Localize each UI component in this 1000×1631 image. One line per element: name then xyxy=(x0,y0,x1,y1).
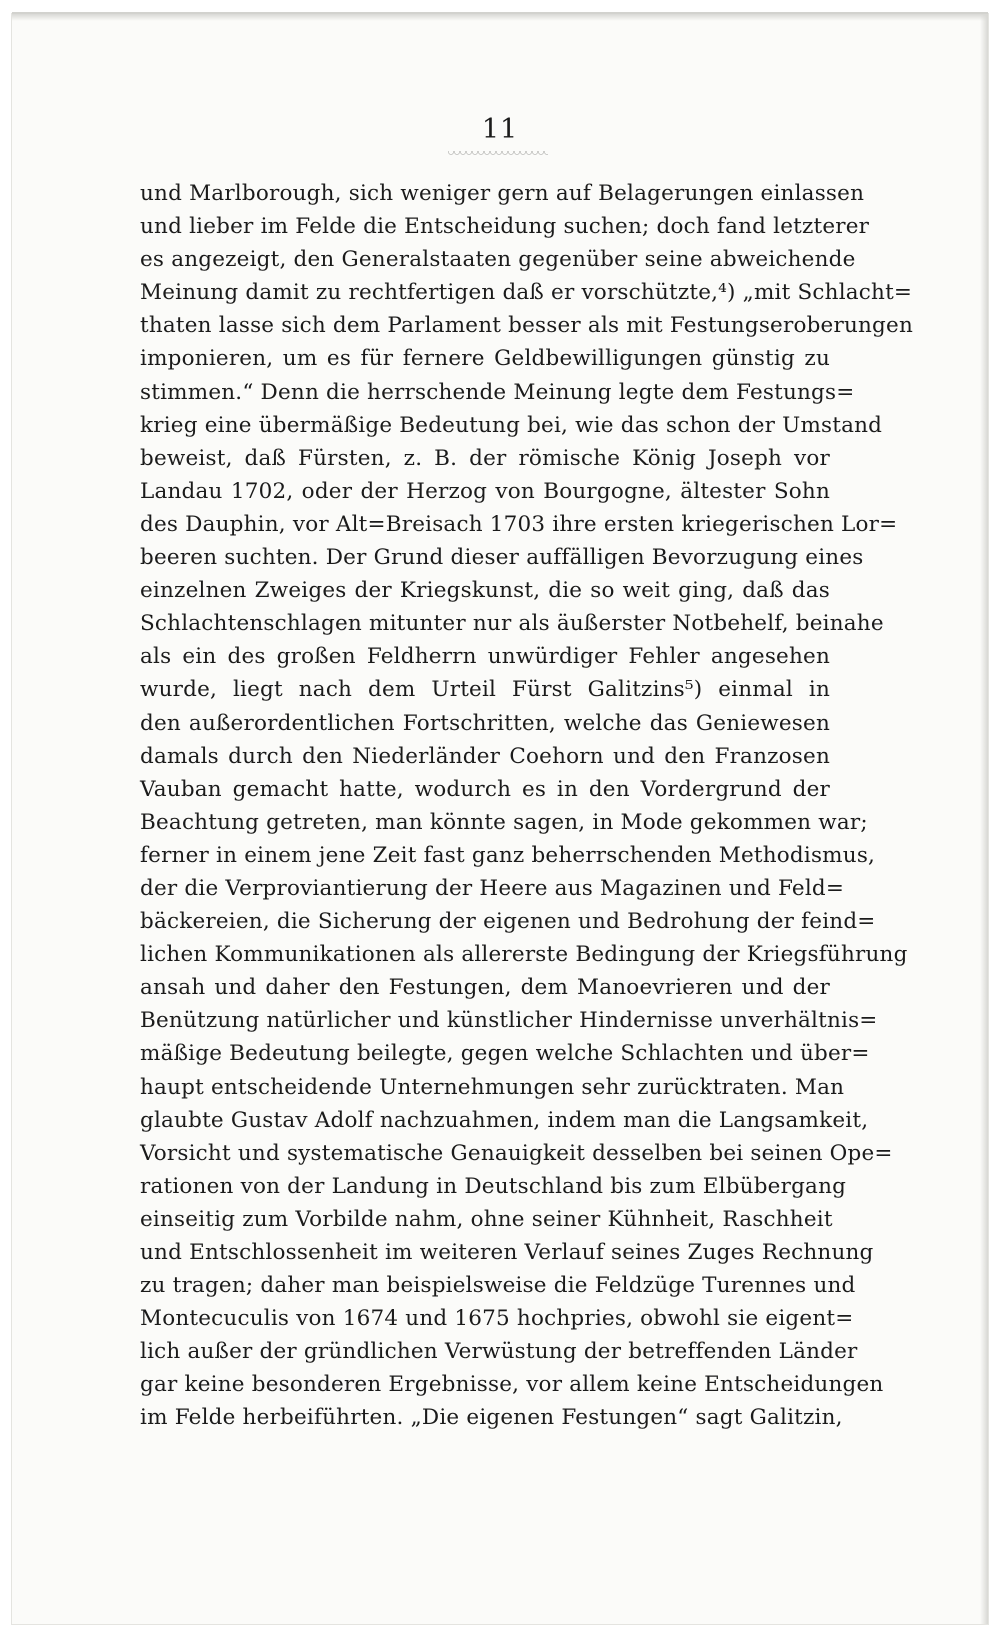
text-line: Benützung natürlicher und künstlicher Hindernisse unverhältnis= xyxy=(140,1008,878,1034)
text-line: thaten lasse sich dem Parlament besser als mit Festungseroberungen xyxy=(140,313,913,339)
text-line: beeren suchten. Der Grund dieser auffälligen Bevorzugung eines xyxy=(140,545,864,571)
text-line: Montecuculis von 1674 und 1675 hochpries, obwohl sie eigent= xyxy=(140,1306,854,1332)
body-text xyxy=(140,177,913,1435)
text-line: bäckereien, die Sicherung der eigenen und Bedrohung der feind= xyxy=(140,909,876,935)
text-line: wurde, liegt nach dem Urteil Fürst Galitzins⁵) einmal in xyxy=(140,677,830,703)
text-line: Meinung damit zu rechtfertigen daß er vorschützte,⁴) „mit Schlacht= xyxy=(140,280,913,306)
text-line: haupt entscheidende Unternehmungen sehr zurücktraten. Man xyxy=(140,1074,845,1100)
scan-top-edge xyxy=(12,12,988,21)
text-line: rationen von der Landung in Deutschland bis zum Elbübergang xyxy=(140,1173,847,1199)
text-line: ansah und daher den Festungen, dem Manoevrieren und der xyxy=(140,975,830,1001)
text-line: des Dauphin, vor Alt=Breisach 1703 ihre ersten kriegerischen Lor= xyxy=(140,511,898,537)
text-line: krieg eine übermäßige Bedeutung bei, wie das schon der Umstand xyxy=(140,412,883,438)
text-line: zu tragen; daher man beispielsweise die Feldzüge Turennes und xyxy=(140,1273,856,1299)
text-line: einzelnen Zweiges der Kriegskunst, die so weit ging, daß das xyxy=(140,578,830,604)
text-line: im Felde herbeiführten. „Die eigenen Festungen“ sagt Galitzin, xyxy=(140,1405,843,1431)
text-line: Vorsicht und systematische Genauigkeit desselben bei seinen Ope= xyxy=(140,1140,893,1166)
text-line: einseitig zum Vorbilde nahm, ohne seiner Kühnheit, Raschheit xyxy=(140,1206,833,1232)
text-line: als ein des großen Feldherrn unwürdiger Fehler angesehen xyxy=(140,644,830,670)
text-line: Landau 1702, oder der Herzog von Bourgogne, ältester Sohn xyxy=(140,478,830,504)
text-line: glaubte Gustav Adolf nachzuahmen, indem man die Langsamkeit, xyxy=(140,1107,869,1133)
text-line: gar keine besonderen Ergebnisse, vor allem keine Entscheidungen xyxy=(140,1372,884,1398)
page-number-ornament xyxy=(448,151,548,157)
text-line: Vauban gemacht hatte, wodurch es in den Vordergrund der xyxy=(140,776,830,802)
text-line: Schlachtenschlagen mitunter nur als äußerster Notbehelf, beinahe xyxy=(140,611,884,637)
text-line: es angezeigt, den Generalstaaten gegenüber seine abweichende xyxy=(140,247,856,273)
text-line: damals durch den Niederländer Coehorn und den Franzosen xyxy=(140,743,830,769)
text-line: mäßige Bedeutung beilegte, gegen welche Schlachten und über= xyxy=(140,1041,870,1067)
text-line: und Marlborough, sich weniger gern auf Belagerungen einlassen xyxy=(140,181,865,206)
text-line: der die Verproviantierung der Heere aus Magazinen und Feld= xyxy=(140,875,845,901)
text-line: Beachtung getreten, man könnte sagen, in Mode gekommen war; xyxy=(140,809,868,835)
text-line: lichen Kommunikationen als allererste Bedingung der Kriegsführung xyxy=(140,942,908,968)
page-number: 11 xyxy=(481,114,519,145)
text-line: und Entschlossenheit im weiteren Verlauf seines Zuges Rechnung xyxy=(140,1240,874,1265)
text-line: imponieren, um es für fernere Geldbewilligungen günstig zu xyxy=(140,346,830,372)
text-line: ferner in einem jene Zeit fast ganz beherrschenden Methodismus, xyxy=(140,842,876,868)
text-line: den außerordentlichen Fortschritten, welche das Geniewesen xyxy=(140,710,830,736)
text-line: und lieber im Felde die Entscheidung suchen; doch fand letzterer xyxy=(140,214,870,240)
scan-right-edge xyxy=(980,14,988,1624)
text-line: lich außer der gründlichen Verwüstung der betreffenden Länder xyxy=(140,1339,858,1365)
text-line: stimmen.“ Denn die herrschende Meinung legte dem Festungs= xyxy=(140,379,855,405)
text-line: beweist, daß Fürsten, z. B. der römische König Joseph vor xyxy=(140,445,830,471)
